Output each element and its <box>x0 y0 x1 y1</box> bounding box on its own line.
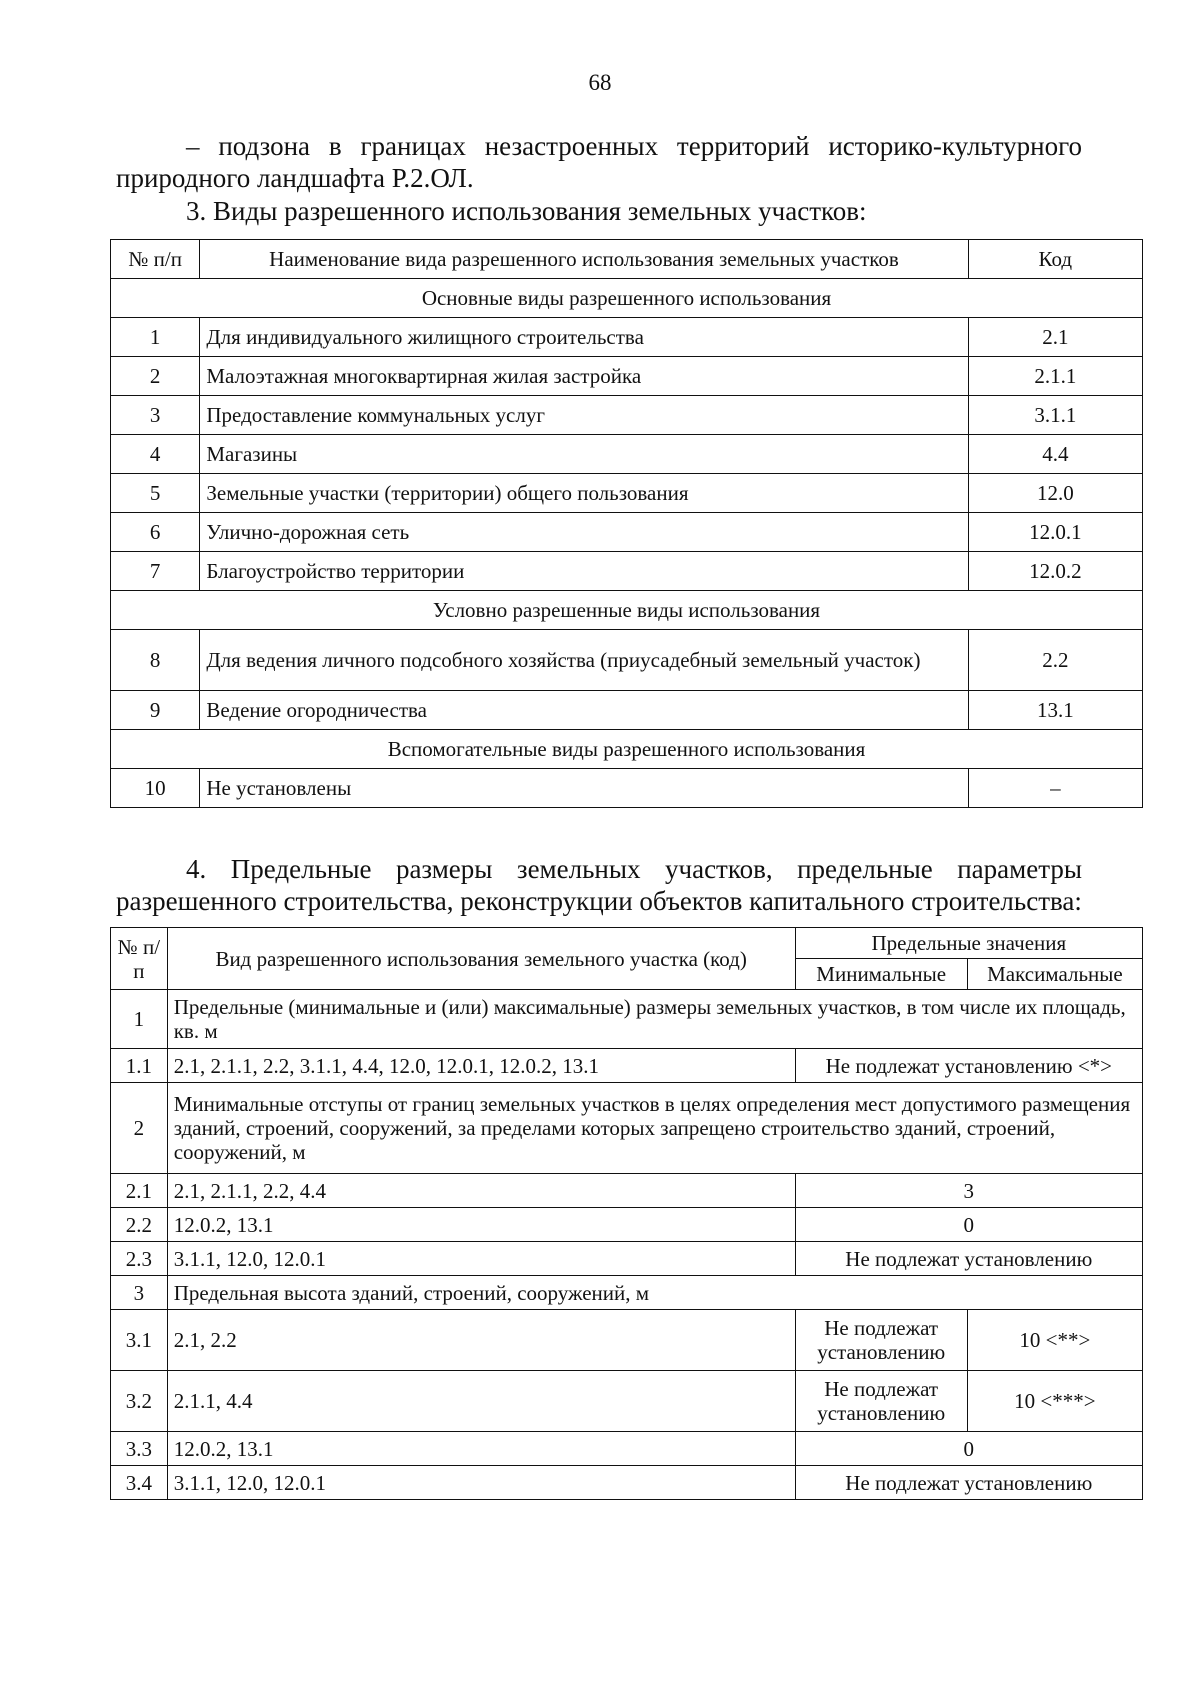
row-number: 8 <box>111 630 200 691</box>
row-number: 9 <box>111 691 200 730</box>
row-number: 1.1 <box>111 1049 168 1083</box>
table-row <box>111 513 1143 552</box>
table-row <box>111 691 1143 730</box>
row-codes: 3.1.1, 12.0, 12.0.1 <box>167 1466 795 1500</box>
row-code: 4.4 <box>968 435 1142 474</box>
paragraph-section-4-line2: разрешенного строительства, реконструкции объектов капитального строительства: <box>116 886 1082 916</box>
row-number: 3 <box>111 396 200 435</box>
row-name: Земельные участки (территории) общего пользования <box>200 474 968 513</box>
row-code: – <box>968 769 1142 808</box>
row-name: Улично-дорожная сеть <box>200 513 968 552</box>
row-max: 10 <**> <box>967 1310 1142 1371</box>
row-code: 2.1.1 <box>968 357 1142 396</box>
row-value: 0 <box>795 1208 1142 1242</box>
table-row <box>111 1432 1143 1466</box>
paragraph-section-3: 3. Виды разрешенного использования земельных участков: <box>186 196 867 226</box>
table-row <box>111 1049 1143 1083</box>
header-min: Минимальные <box>795 959 967 990</box>
row-number: 2 <box>111 357 200 396</box>
table-row <box>111 769 1143 808</box>
row-value: Не подлежат установлению <box>795 1466 1142 1500</box>
table-row <box>111 474 1143 513</box>
header-code: Код <box>968 240 1142 279</box>
row-text: Предельные (минимальные и (или) максимальные) размеры земельных участков, в том числе их площадь, кв. м <box>167 990 1142 1049</box>
row-number: 3.2 <box>111 1371 168 1432</box>
row-value: Не подлежат установлению <*> <box>795 1049 1142 1083</box>
row-number: 3.1 <box>111 1310 168 1371</box>
header-name: Наименование вида разрешенного использования земельных участков <box>200 240 968 279</box>
header-limit-values: Предельные значения <box>795 928 1142 959</box>
table-row <box>111 1174 1143 1208</box>
table-header-row <box>111 928 1143 959</box>
limit-parameters-table <box>110 927 1143 1500</box>
row-code: 3.1.1 <box>968 396 1142 435</box>
row-name: Для ведения личного подсобного хозяйства (приусадебный земельный участок) <box>200 630 968 691</box>
row-number: 3.3 <box>111 1432 168 1466</box>
table-row <box>111 630 1143 691</box>
row-number: 3.4 <box>111 1466 168 1500</box>
row-code: 12.0.2 <box>968 552 1142 591</box>
table-row <box>111 1466 1143 1500</box>
row-name: Малоэтажная многоквартирная жилая застройка <box>200 357 968 396</box>
row-codes: 2.1, 2.1.1, 2.2, 4.4 <box>167 1174 795 1208</box>
row-name: Для индивидуального жилищного строительства <box>200 318 968 357</box>
row-codes: 12.0.2, 13.1 <box>167 1208 795 1242</box>
row-code: 12.0.1 <box>968 513 1142 552</box>
row-number: 2.2 <box>111 1208 168 1242</box>
header-use-type: Вид разрешенного использования земельного участка (код) <box>167 928 795 990</box>
row-number: 7 <box>111 552 200 591</box>
header-number: № п/п <box>111 928 168 990</box>
table-row <box>111 318 1143 357</box>
section-title: Условно разрешенные виды использования <box>111 591 1143 630</box>
table-row <box>111 552 1143 591</box>
table-header-row <box>111 240 1143 279</box>
row-max: 10 <***> <box>967 1371 1142 1432</box>
section-title: Вспомогательные виды разрешенного использования <box>111 730 1143 769</box>
row-number: 2.1 <box>111 1174 168 1208</box>
section-title: Основные виды разрешенного использования <box>111 279 1143 318</box>
row-number: 3 <box>111 1276 168 1310</box>
table-row <box>111 1083 1143 1174</box>
page-number: 68 <box>588 70 612 95</box>
section-row <box>111 591 1143 630</box>
row-number: 4 <box>111 435 200 474</box>
row-code: 2.1 <box>968 318 1142 357</box>
row-number: 2 <box>111 1083 168 1174</box>
row-number: 1 <box>111 318 200 357</box>
row-name: Ведение огородничества <box>200 691 968 730</box>
row-code: 12.0 <box>968 474 1142 513</box>
row-text: Предельная высота зданий, строений, сооружений, м <box>167 1276 1142 1310</box>
row-codes: 2.1, 2.1.1, 2.2, 3.1.1, 4.4, 12.0, 12.0.1, 12.0.2, 13.1 <box>167 1049 795 1083</box>
row-name: Благоустройство территории <box>200 552 968 591</box>
row-code: 2.2 <box>968 630 1142 691</box>
row-number: 1 <box>111 990 168 1049</box>
row-number: 10 <box>111 769 200 808</box>
row-codes: 2.1, 2.2 <box>167 1310 795 1371</box>
table-row <box>111 357 1143 396</box>
row-codes: 3.1.1, 12.0, 12.0.1 <box>167 1242 795 1276</box>
row-code: 13.1 <box>968 691 1142 730</box>
header-max: Максимальные <box>967 959 1142 990</box>
table-row <box>111 396 1143 435</box>
row-codes: 2.1.1, 4.4 <box>167 1371 795 1432</box>
permitted-use-table <box>110 239 1143 808</box>
row-number: 5 <box>111 474 200 513</box>
header-number: № п/п <box>111 240 200 279</box>
row-value: 3 <box>795 1174 1142 1208</box>
row-value: Не подлежат установлению <box>795 1242 1142 1276</box>
row-value: 0 <box>795 1432 1142 1466</box>
table-row <box>111 1208 1143 1242</box>
table-row <box>111 1371 1143 1432</box>
paragraph-subzone-line2: природного ландшафта Р.2.ОЛ. <box>116 163 474 193</box>
paragraph-subzone-line1: – подзона в границах незастроенных территорий историко-культурного <box>186 131 1082 161</box>
row-min: Не подлежат установлению <box>795 1310 967 1371</box>
row-text: Минимальные отступы от границ земельных участков в целях определения мест допустимого размещения зданий, строений, сооружений, за пределами которых запрещено строительство зданий, строений, сооружений, м <box>167 1083 1142 1174</box>
row-name: Не установлены <box>200 769 968 808</box>
table-row <box>111 435 1143 474</box>
row-name: Предоставление коммунальных услуг <box>200 396 968 435</box>
row-min: Не подлежат установлению <box>795 1371 967 1432</box>
table-row <box>111 1310 1143 1371</box>
table-row <box>111 990 1143 1049</box>
table-row <box>111 1276 1143 1310</box>
table-row <box>111 1242 1143 1276</box>
row-number: 2.3 <box>111 1242 168 1276</box>
row-name: Магазины <box>200 435 968 474</box>
row-number: 6 <box>111 513 200 552</box>
paragraph-section-4-line1: 4. Предельные размеры земельных участков, предельные параметры <box>186 854 1082 884</box>
section-row <box>111 279 1143 318</box>
section-row <box>111 730 1143 769</box>
row-codes: 12.0.2, 13.1 <box>167 1432 795 1466</box>
